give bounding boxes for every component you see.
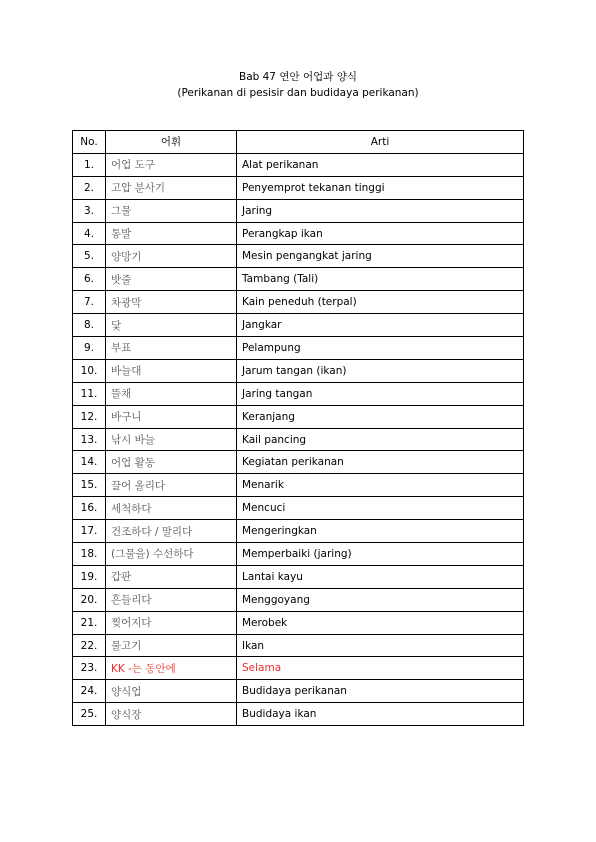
- row-vocabulary: 바구니: [106, 405, 237, 428]
- document-title: Bab 47 연안 어업과 양식: [238, 71, 357, 83]
- table-row: [73, 428, 524, 451]
- row-vocabulary: KK -는 동안에: [106, 657, 237, 680]
- row-vocabulary: 세척하다: [106, 497, 237, 520]
- row-vocabulary: 차광막: [106, 291, 237, 314]
- row-vocabulary: 바늘대: [106, 359, 237, 382]
- row-vocabulary: (그물을) 수선하다: [106, 543, 237, 566]
- table-row: [73, 565, 524, 588]
- row-meaning: Budidaya ikan: [237, 703, 524, 726]
- row-vocabulary: 어업 도구: [106, 153, 237, 176]
- row-meaning: Jaring: [237, 199, 524, 222]
- table-row: [73, 703, 524, 726]
- header-meaning: Arti: [237, 131, 524, 154]
- row-number: 13.: [73, 428, 106, 451]
- row-number: 19.: [73, 565, 106, 588]
- table-row: [73, 543, 524, 566]
- table-row: [73, 634, 524, 657]
- row-number: 15.: [73, 474, 106, 497]
- row-number: 11.: [73, 382, 106, 405]
- row-number: 10.: [73, 359, 106, 382]
- row-meaning: Memperbaiki (jaring): [237, 543, 524, 566]
- row-number: 16.: [73, 497, 106, 520]
- table-row: [73, 474, 524, 497]
- row-number: 25.: [73, 703, 106, 726]
- row-meaning: Jaring tangan: [237, 382, 524, 405]
- row-meaning: Perangkap ikan: [237, 222, 524, 245]
- row-vocabulary: 끌어 올리다: [106, 474, 237, 497]
- table-row: [73, 405, 524, 428]
- table-row: [73, 680, 524, 703]
- row-vocabulary: 고압 분사기: [106, 176, 237, 199]
- row-meaning: Menggoyang: [237, 588, 524, 611]
- row-meaning: Lantai kayu: [237, 565, 524, 588]
- row-meaning: Mencuci: [237, 497, 524, 520]
- row-meaning: Kail pancing: [237, 428, 524, 451]
- table-row: [73, 451, 524, 474]
- row-vocabulary: 부표: [106, 337, 237, 360]
- table-body: [73, 153, 524, 725]
- table-row: [73, 588, 524, 611]
- table-row: [73, 153, 524, 176]
- row-number: 18.: [73, 543, 106, 566]
- table-row: [73, 520, 524, 543]
- table-row: [73, 657, 524, 680]
- row-vocabulary: 흔들리다: [106, 588, 237, 611]
- table-row: [73, 382, 524, 405]
- row-vocabulary: 낚시 바늘: [106, 428, 237, 451]
- row-meaning: Alat perikanan: [237, 153, 524, 176]
- row-vocabulary: 닻: [106, 314, 237, 337]
- row-vocabulary: 어업 활동: [106, 451, 237, 474]
- row-meaning: Kegiatan perikanan: [237, 451, 524, 474]
- table-row: [73, 291, 524, 314]
- header-vocabulary: 어휘: [106, 131, 237, 154]
- row-number: 14.: [73, 451, 106, 474]
- row-vocabulary: 통발: [106, 222, 237, 245]
- table-row: [73, 245, 524, 268]
- row-vocabulary: 양식장: [106, 703, 237, 726]
- row-vocabulary: 뜰채: [106, 382, 237, 405]
- row-vocabulary: 갑판: [106, 565, 237, 588]
- row-meaning: Pelampung: [237, 337, 524, 360]
- row-meaning: Menarik: [237, 474, 524, 497]
- row-meaning: Tambang (Tali): [237, 268, 524, 291]
- row-meaning: Mengeringkan: [237, 520, 524, 543]
- row-meaning: Keranjang: [237, 405, 524, 428]
- row-meaning: Selama: [237, 657, 524, 680]
- row-number: 2.: [73, 176, 106, 199]
- row-meaning: Penyemprot tekanan tinggi: [237, 176, 524, 199]
- row-vocabulary: 밧줄: [106, 268, 237, 291]
- header-no: No.: [73, 131, 106, 154]
- row-number: 1.: [73, 153, 106, 176]
- row-number: 17.: [73, 520, 106, 543]
- table-row: [73, 359, 524, 382]
- row-meaning: Kain peneduh (terpal): [237, 291, 524, 314]
- row-number: 22.: [73, 634, 106, 657]
- row-meaning: Jangkar: [237, 314, 524, 337]
- row-number: 3.: [73, 199, 106, 222]
- row-vocabulary: 그물: [106, 199, 237, 222]
- row-number: 9.: [73, 337, 106, 360]
- row-meaning: Mesin pengangkat jaring: [237, 245, 524, 268]
- row-vocabulary: 건조하다 / 말리다: [106, 520, 237, 543]
- vocabulary-table: [72, 130, 524, 726]
- row-number: 24.: [73, 680, 106, 703]
- table-row: [73, 222, 524, 245]
- table-row: [73, 497, 524, 520]
- row-number: 12.: [73, 405, 106, 428]
- row-meaning: Budidaya perikanan: [237, 680, 524, 703]
- table-row: [73, 199, 524, 222]
- document-subtitle: (Perikanan di pesisir dan budidaya perikanan): [177, 87, 419, 99]
- table-header-row: [73, 131, 524, 154]
- row-number: 20.: [73, 588, 106, 611]
- document-header: [0, 69, 596, 101]
- row-number: 8.: [73, 314, 106, 337]
- row-meaning: Ikan: [237, 634, 524, 657]
- row-vocabulary: 찢어지다: [106, 611, 237, 634]
- row-vocabulary: 양식업: [106, 680, 237, 703]
- row-number: 4.: [73, 222, 106, 245]
- row-meaning: Jarum tangan (ikan): [237, 359, 524, 382]
- table-row: [73, 337, 524, 360]
- table-row: [73, 268, 524, 291]
- table-row: [73, 314, 524, 337]
- row-number: 21.: [73, 611, 106, 634]
- row-number: 23.: [73, 657, 106, 680]
- table-row: [73, 176, 524, 199]
- row-number: 6.: [73, 268, 106, 291]
- row-vocabulary: 양망기: [106, 245, 237, 268]
- row-meaning: Merobek: [237, 611, 524, 634]
- row-vocabulary: 물고기: [106, 634, 237, 657]
- table-row: [73, 611, 524, 634]
- row-number: 7.: [73, 291, 106, 314]
- row-number: 5.: [73, 245, 106, 268]
